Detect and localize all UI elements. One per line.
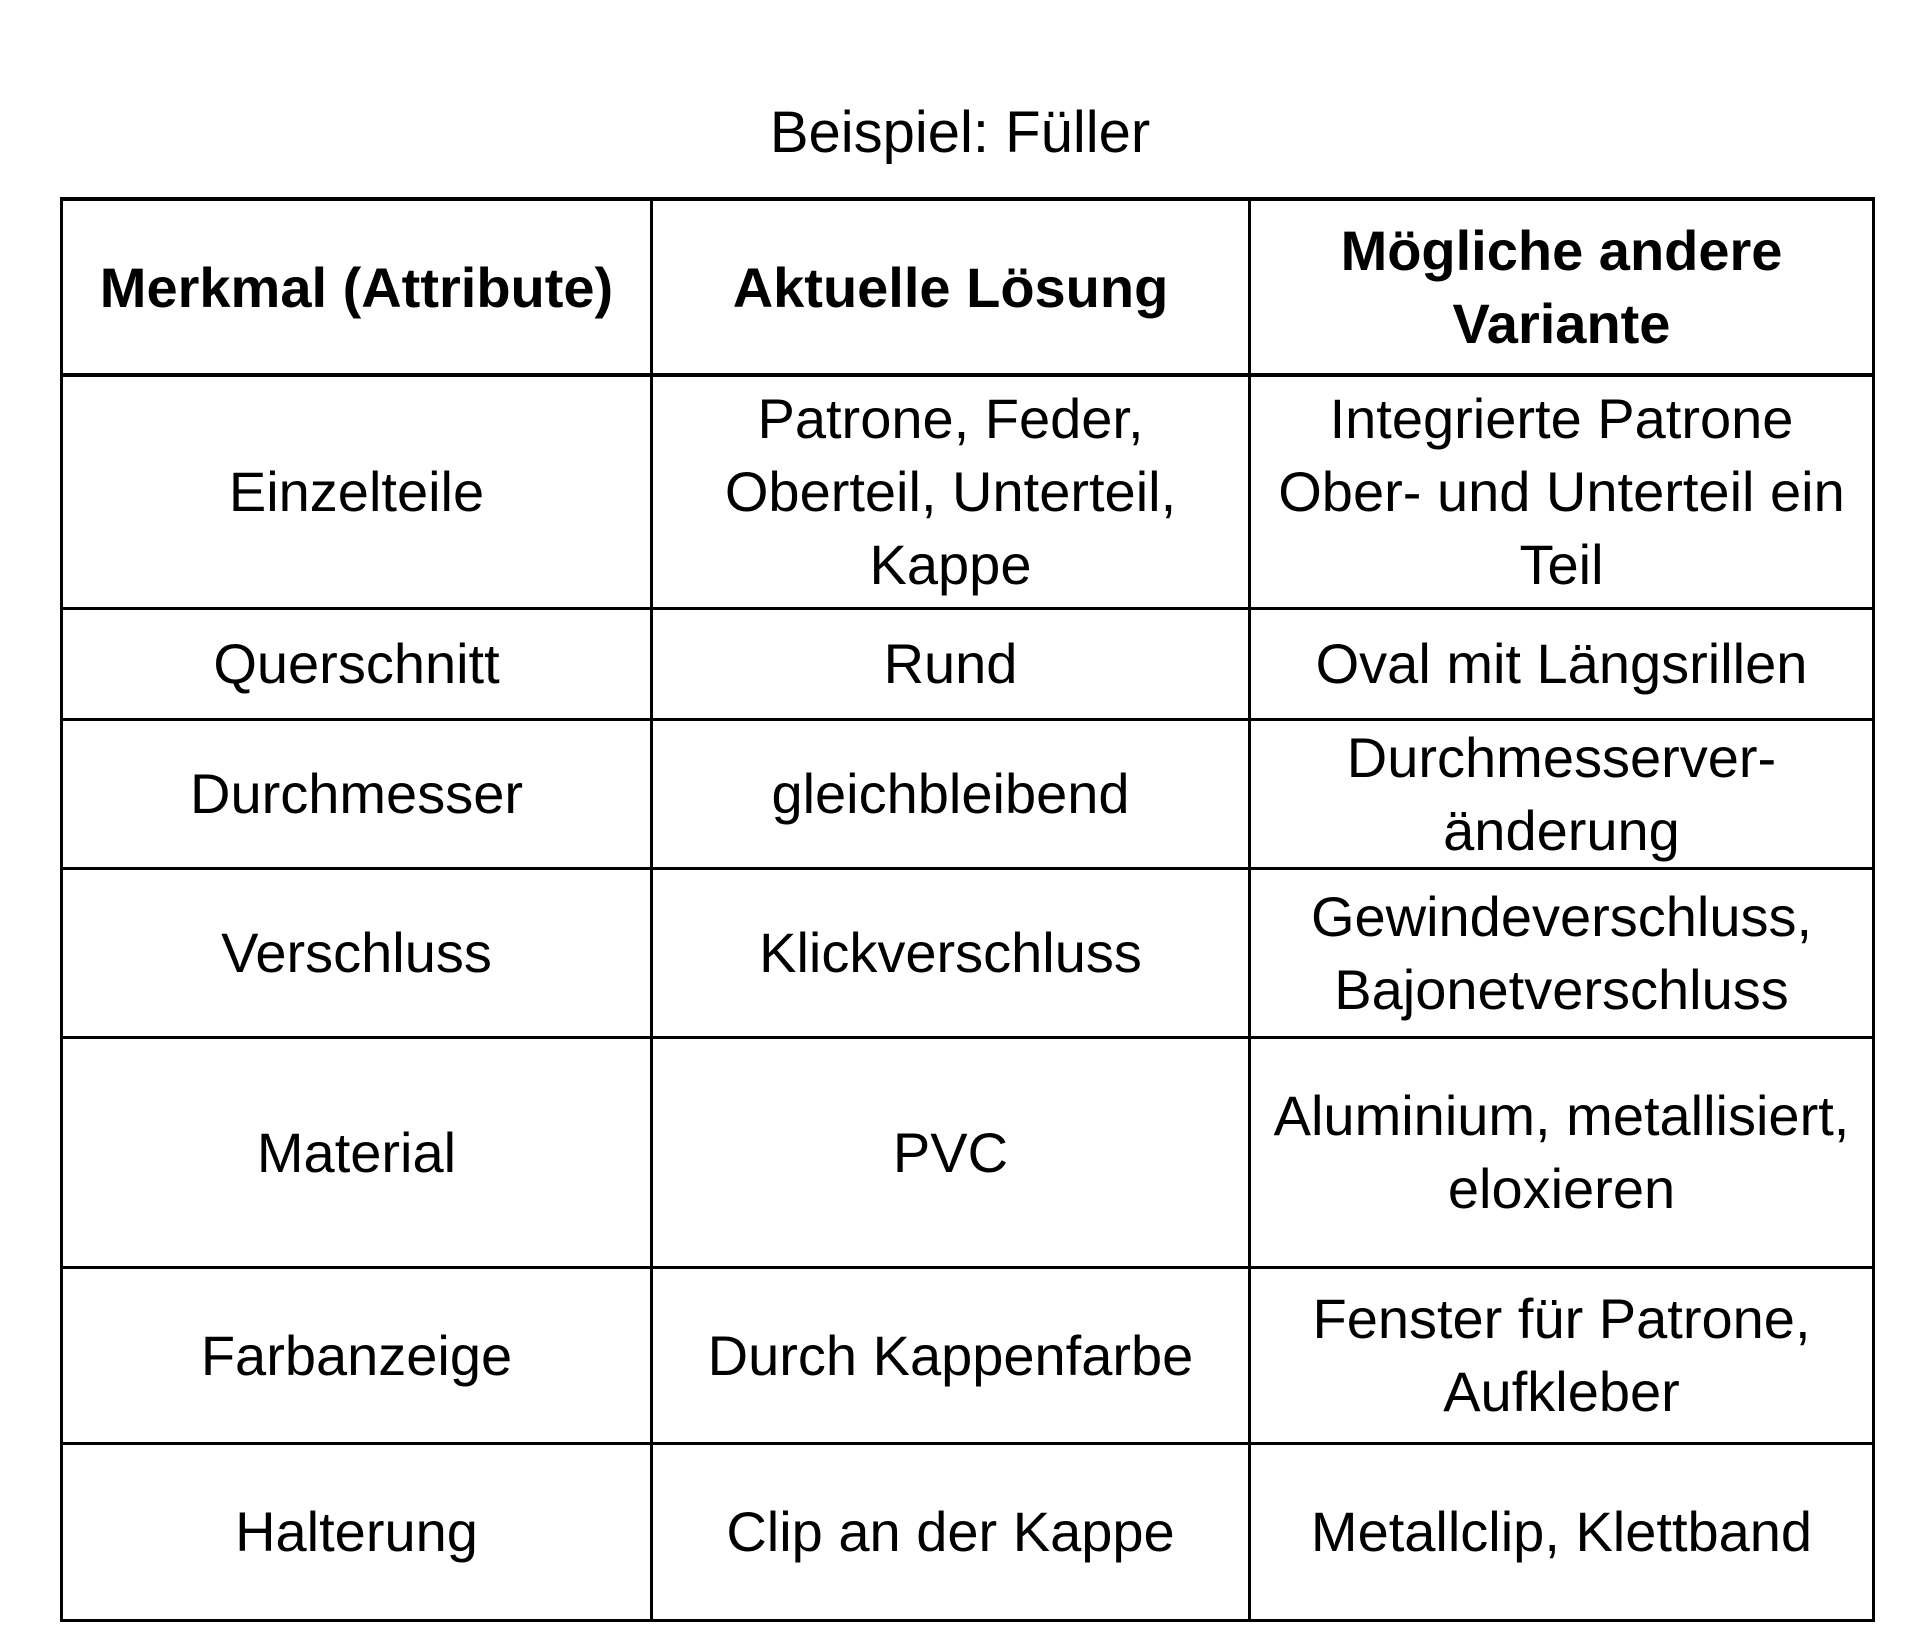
header-current-solution: Aktuelle Lösung [652, 199, 1250, 375]
cell-attribute: Halterung [62, 1443, 652, 1620]
cell-attribute: Farbanzeige [62, 1267, 652, 1443]
cell-current: gleichbleibend [652, 719, 1250, 868]
cell-alternative: Aluminium, metallisiert, eloxieren [1250, 1037, 1874, 1267]
cell-current: Patrone, Feder, Oberteil, Unterteil, Kappe [652, 375, 1250, 608]
table-row [62, 608, 1874, 719]
cell-attribute: Verschluss [62, 868, 652, 1037]
table-row [62, 868, 1874, 1037]
table-row [62, 719, 1874, 868]
cell-alternative: Metallclip, Klettband [1250, 1443, 1874, 1620]
cell-alternative: Durchmesserver-änderung [1250, 719, 1874, 868]
header-attribute: Merkmal (Attribute) [62, 199, 652, 375]
cell-attribute: Material [62, 1037, 652, 1267]
table-header-row [62, 199, 1874, 375]
table-row [62, 1443, 1874, 1620]
table-row [62, 1037, 1874, 1267]
cell-alternative: Oval mit Längsrillen [1250, 608, 1874, 719]
attribute-table [60, 197, 1875, 1622]
cell-current: Durch Kappenfarbe [652, 1267, 1250, 1443]
table-row [62, 375, 1874, 608]
cell-attribute: Querschnitt [62, 608, 652, 719]
header-alternative-variant: Mögliche andere Variante [1250, 199, 1874, 375]
page-title: Beispiel: Füller [769, 100, 1151, 165]
cell-current: Clip an der Kappe [652, 1443, 1250, 1620]
cell-current: Klickverschluss [652, 868, 1250, 1037]
cell-current: Rund [652, 608, 1250, 719]
cell-alternative: Gewindeverschluss, Bajonetverschluss [1250, 868, 1874, 1037]
cell-attribute: Durchmesser [62, 719, 652, 868]
cell-alternative: Fenster für Patrone, Aufkleber [1250, 1267, 1874, 1443]
table-row [62, 1267, 1874, 1443]
cell-alternative: Integrierte Patrone Ober- und Unterteil ein Teil [1250, 375, 1874, 608]
cell-attribute: Einzelteile [62, 375, 652, 608]
cell-current: PVC [652, 1037, 1250, 1267]
